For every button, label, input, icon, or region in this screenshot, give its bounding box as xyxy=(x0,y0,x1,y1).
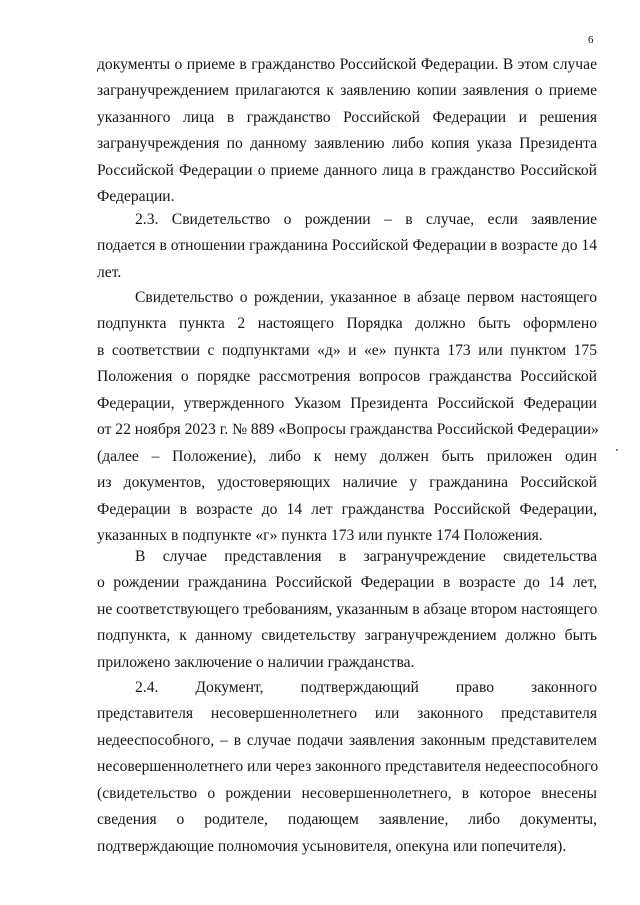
text-line: лет. xyxy=(97,263,122,281)
text-line: Свидетельство о рождении, указанное в абзаце первом настоящего xyxy=(135,289,597,306)
text-line: подпункта, к данному свидетельству загранучреждением должно быть xyxy=(97,627,597,645)
text-line: Федерации. xyxy=(97,188,175,206)
paragraph-birth-certificate xyxy=(97,285,597,549)
text-line: указанного лица в гражданство Российской Федерации и решения xyxy=(97,108,597,126)
text-line: загранучреждением прилагаются к заявлению копии заявления о приеме xyxy=(97,82,597,100)
text-line: Федерации в возрасте до 14 лет гражданства Российской Федерации, xyxy=(97,500,597,518)
text-line: приложено заключение о наличии гражданства. xyxy=(97,653,415,671)
text-line: представителя несовершеннолетнего или законного представителя xyxy=(97,705,597,723)
text-line: сведения о родителе, подающем заявление, либо документы, xyxy=(97,811,597,829)
text-line: о рождении гражданина Российской Федерации в возрасте до 14 лет, xyxy=(97,574,597,592)
text-line: Федерации, утвержденного Указом Президента Российской Федерации xyxy=(97,394,597,412)
text-line: (далее – Положение), либо к нему должен быть приложен один xyxy=(97,447,597,465)
text-line: 2.3. Свидетельство о рождении – в случае, если заявление xyxy=(135,211,597,228)
text-line: из документов, удостоверяющих наличие у гражданина Российской xyxy=(97,474,597,492)
text-line: не соответствующего требованиям, указанным в абзаце втором настоящего xyxy=(97,600,598,618)
text-line: загранучреждения по данному заявлению либо копия указа Президента xyxy=(97,135,597,153)
paragraph-2-4 xyxy=(97,675,597,860)
paragraph-2-3 xyxy=(97,207,597,286)
text-line: подается в отношении гражданина Российской Федерации в возрасте до 14 xyxy=(97,237,597,255)
text-line: подпункта пункта 2 настоящего Порядка должно быть оформлено xyxy=(97,315,597,333)
text-line: 2.4. Документ, подтверждающий право законного xyxy=(135,679,597,696)
text-line: несовершеннолетнего или через законного представителя недееспособного xyxy=(97,758,599,776)
text-line: Положения о порядке рассмотрения вопросов гражданства Российской xyxy=(97,368,597,386)
page-number: 6 xyxy=(588,34,594,46)
text-line: Российской Федерации о приеме данного лица в гражданство Российской xyxy=(97,161,597,179)
text-line: недееспособного, – в случае подачи заявления законным представителем xyxy=(97,731,597,749)
text-line: от 22 ноября 2023 г. № 889 «Вопросы гражданства Российской Федерации» xyxy=(97,421,599,439)
paragraph-1 xyxy=(97,52,597,211)
text-line: документы о приеме в гражданство Российской Федерации. В этом случае xyxy=(97,56,597,73)
scan-speck xyxy=(616,449,618,451)
text-line: В случае представления в загранучреждение свидетельства xyxy=(135,548,597,565)
text-line: подтверждающие полномочия усыновителя, опекуна или попечителя). xyxy=(97,837,567,855)
paragraph-nonconforming-certificate xyxy=(97,544,597,676)
text-line: в соответствии с подпунктами «д» и «е» пункта 173 или пунктом 175 xyxy=(97,341,597,359)
text-line: (свидетельство о рождении несовершеннолетнего, в которое внесены xyxy=(97,784,597,802)
text-line: указанных в подпункте «г» пункта 173 или пункте 174 Положения. xyxy=(97,526,543,544)
